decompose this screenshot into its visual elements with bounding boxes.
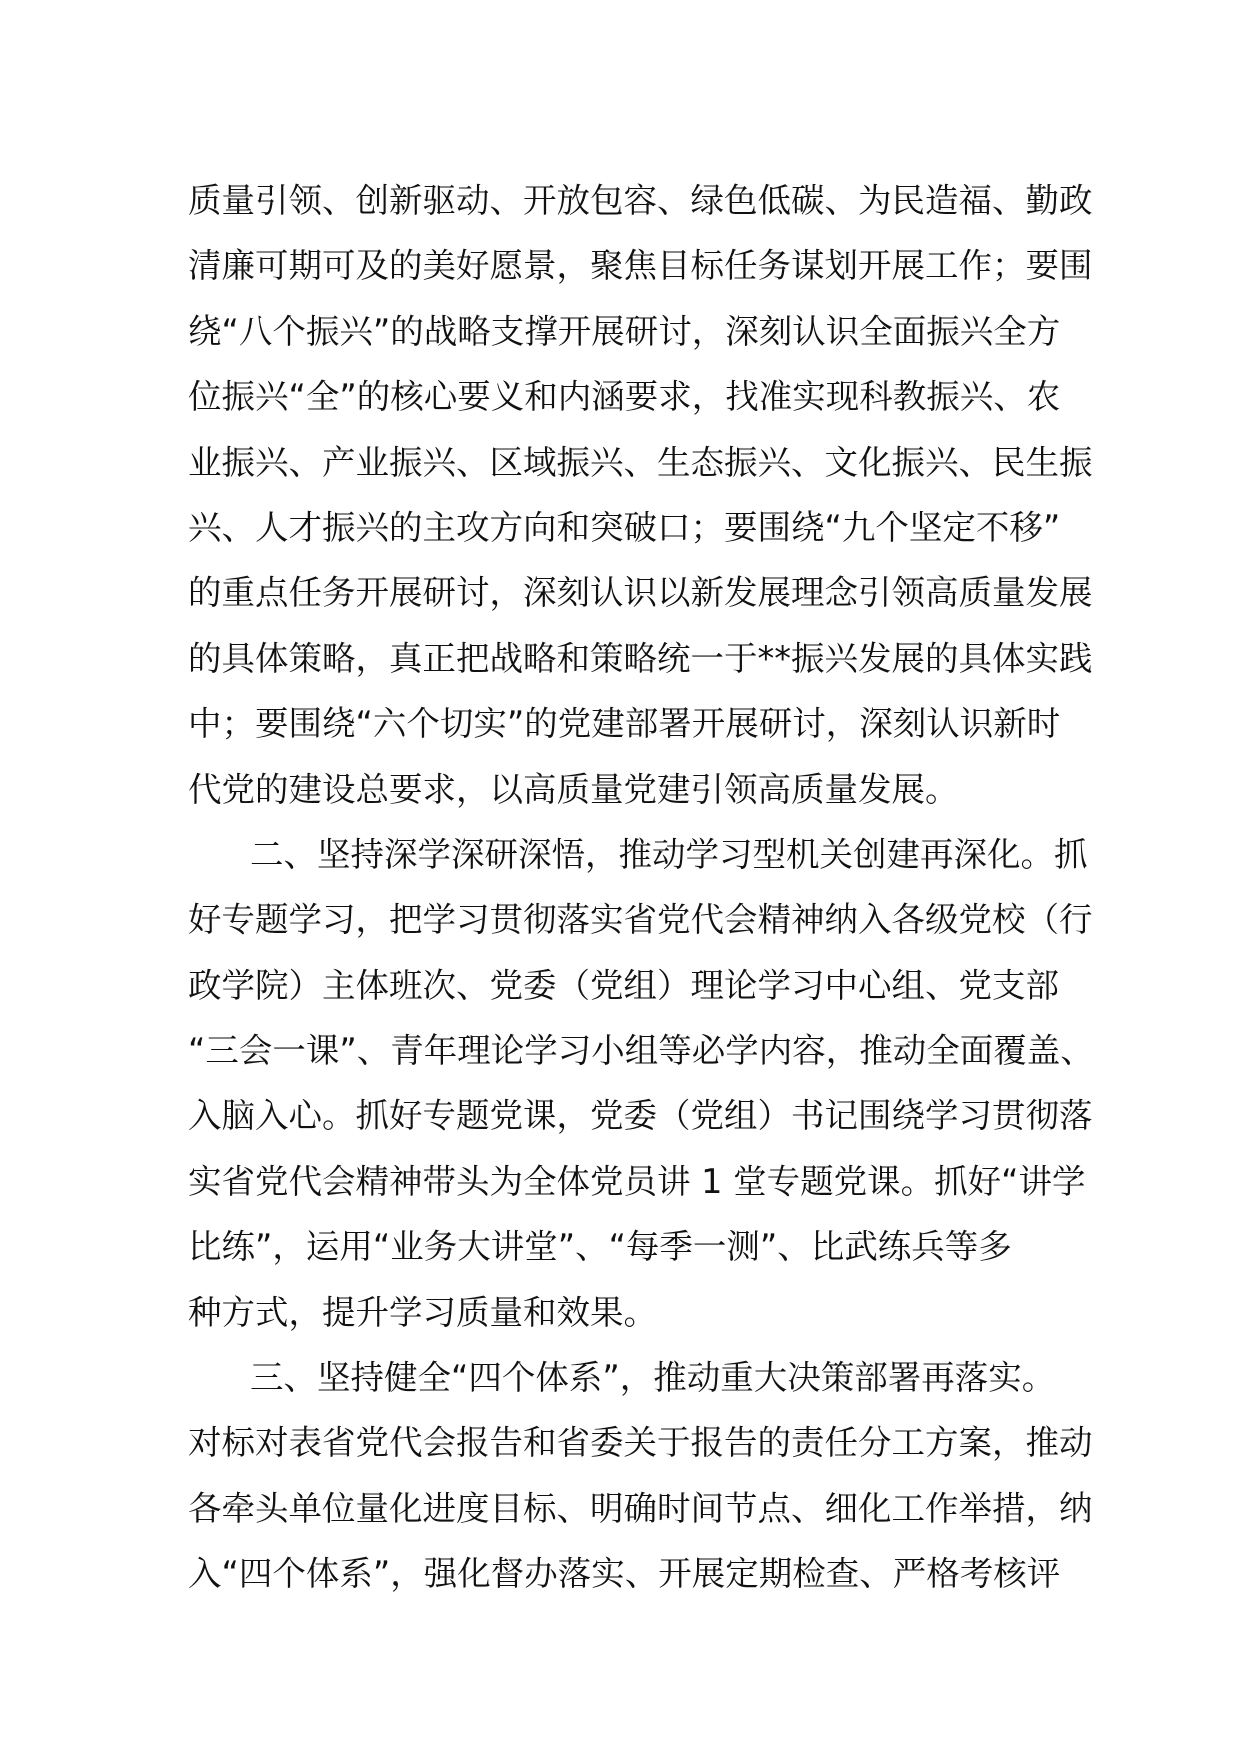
text-line: 中；要围绕“六个切实”的党建部署开展研讨，深刻认识新时: [188, 704, 1061, 744]
text-line: 绕“八个振兴”的战略支撑开展研讨，深刻认识全面振兴全方: [188, 311, 1061, 351]
text-line: 政学院）主体班次、党委（党组）理论学习中心组、党支部: [188, 965, 1059, 1005]
text-line: 位振兴“全”的核心要义和内涵要求，找准实现科教振兴、农: [188, 377, 1061, 417]
text-line: 入“四个体系”，强化督办落实、开展定期检查、严格考核评: [188, 1554, 1061, 1594]
paragraph-heading-line: 三、坚持健全“四个体系”，推动重大决策部署再落实。: [250, 1358, 1056, 1398]
text-line: 好专题学习，把学习贯彻落实省党代会精神纳入各级党校（行: [188, 900, 1093, 940]
text-line: 入脑入心。抓好专题党课，党委（党组）书记围绕学习贯彻落: [188, 1096, 1093, 1136]
text-line: 业振兴、产业振兴、区域振兴、生态振兴、文化振兴、民生振: [188, 442, 1093, 482]
text-line: 的重点任务开展研讨，深刻认识以新发展理念引领高质量发展: [188, 573, 1093, 613]
text-line: 实省党代会精神带头为全体党员讲 1 堂专题党课。抓好“讲学: [188, 1161, 1086, 1201]
text-line: 清廉可期可及的美好愿景，聚焦目标任务谋划开展工作；要围: [188, 246, 1093, 286]
text-line: 兴、人才振兴的主攻方向和突破口；要围绕“九个坚定不移”: [188, 507, 1061, 547]
text-line: 的具体策略，真正把战略和策略统一于**振兴发展的具体实践: [188, 638, 1093, 678]
paragraph-heading-line: 二、坚持深学深研深悟，推动学习型机关创建再深化。抓: [250, 834, 1088, 874]
text-line: 各牵头单位量化进度目标、明确时间节点、细化工作举措，纳: [188, 1488, 1093, 1528]
text-line: 质量引领、创新驱动、开放包容、绿色低碳、为民造福、勤政: [188, 181, 1093, 220]
text-line: 代党的建设总要求，以高质量党建引领高质量发展。: [188, 769, 959, 809]
text-line: 种方式，提升学习质量和效果。: [188, 1292, 657, 1332]
text-line: 对标对表省党代会报告和省委关于报告的责任分工方案，推动: [188, 1423, 1093, 1463]
text-line: 比练”，运用“业务大讲堂”、“每季一测”、比武练兵等多: [188, 1227, 1012, 1267]
text-line: “三会一课”、青年理论学习小组等必学内容，推动全面覆盖、: [188, 1031, 1094, 1071]
document-body: [188, 168, 1094, 1607]
